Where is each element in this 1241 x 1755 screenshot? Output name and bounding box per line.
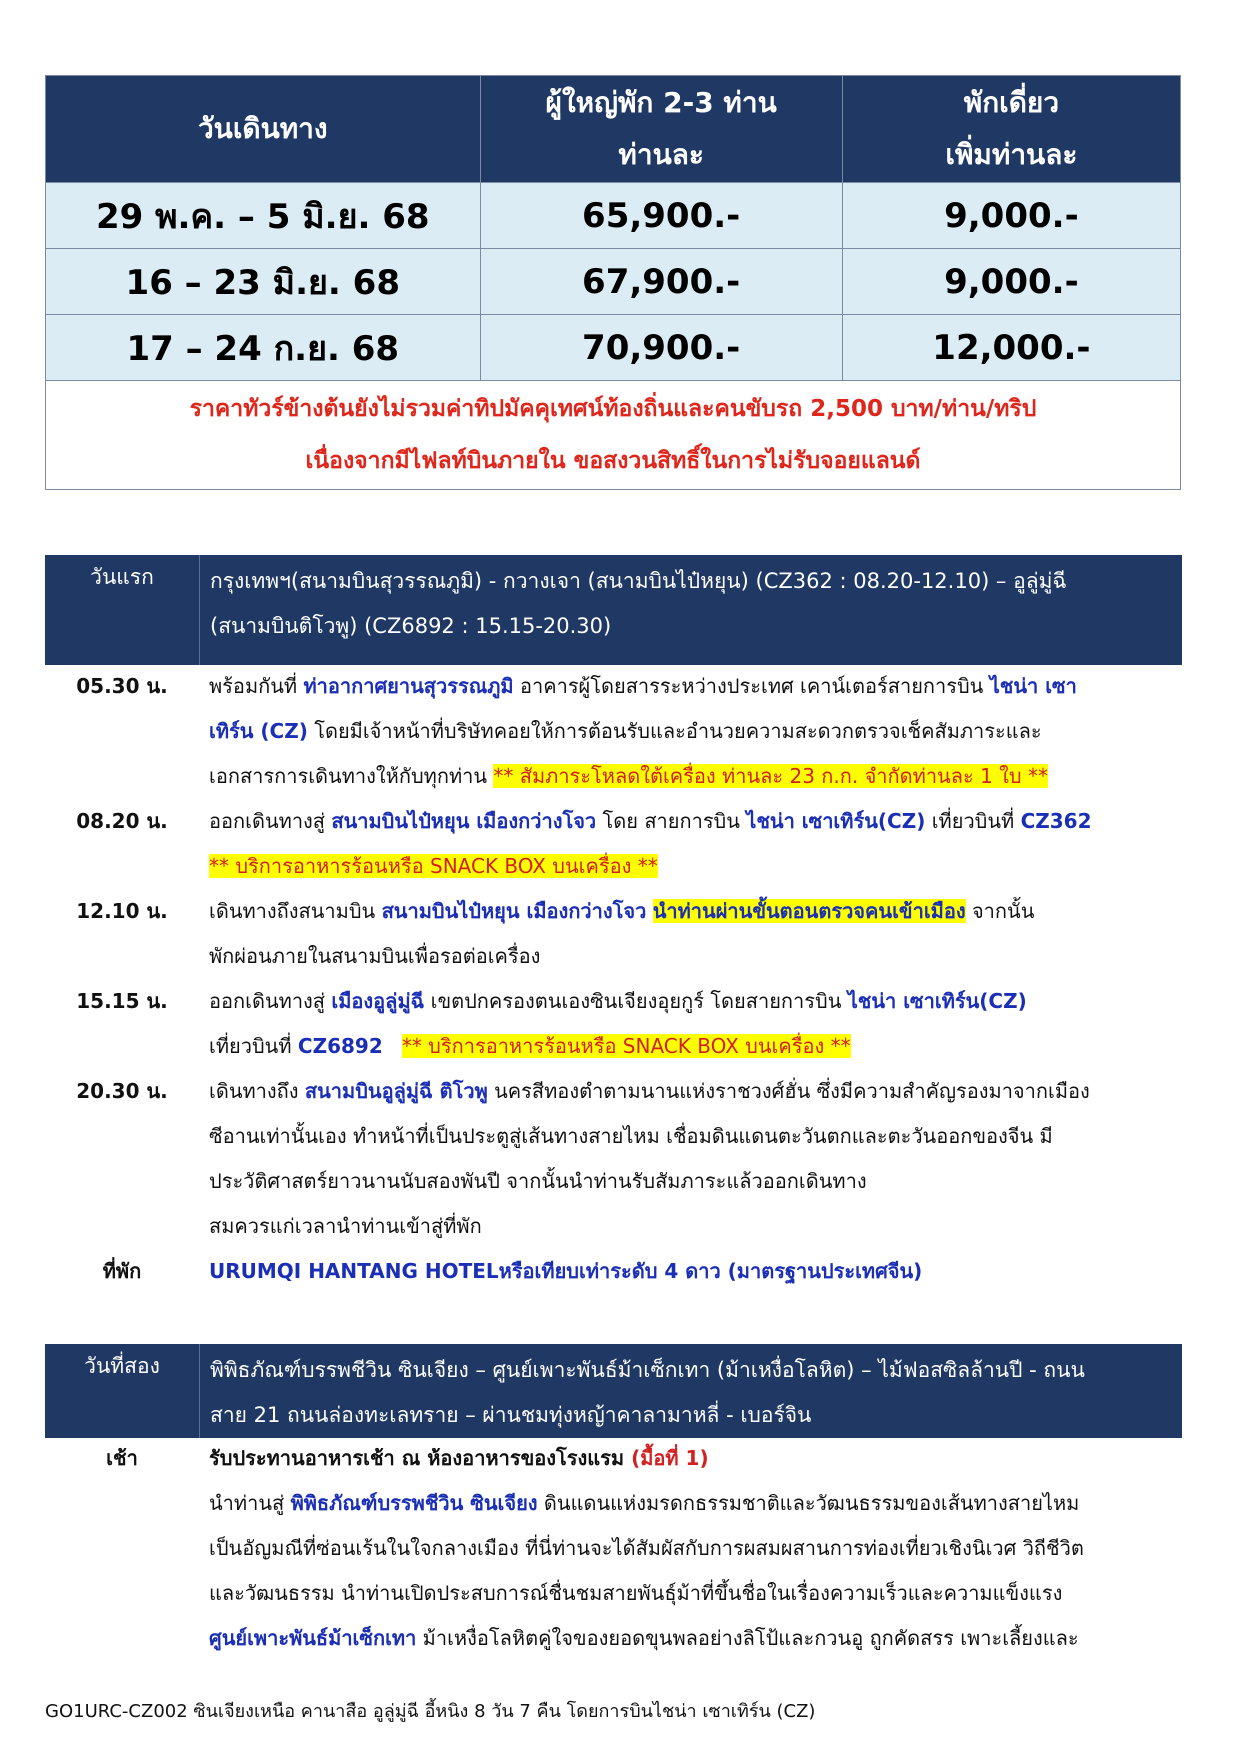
- hotel-row: [45, 1249, 1182, 1294]
- text: สมควรแก่เวลานำท่านเข้าสู่ที่พัก: [209, 1214, 482, 1238]
- page-footer: GO1URC-CZ002 ซินเจียงเหนือ คานาสือ อูลู่มู่ฉี อี้หนิง 8 วัน 7 คืน โดยการบินไชน่า เซาเทิร์น (CZ): [45, 1701, 816, 1722]
- flight-number: CZ362: [1020, 809, 1092, 833]
- item-time: 08.20 น.: [76, 809, 168, 833]
- itinerary-item: [45, 1069, 1182, 1249]
- item-time: 15.15 น.: [76, 989, 168, 1013]
- text: ม้าเหงื่อโลหิตคู่ใจของยอดขุนพลอย่างลิโป้และกวนอู ถูกคัดสรร เพาะเลี้ยงและ: [416, 1626, 1079, 1650]
- immigration-note: นำท่านผ่านขั้นตอนตรวจคนเข้าเมือง: [652, 899, 966, 923]
- item-time: 12.10 น.: [76, 899, 168, 923]
- meal-count: (มื้อที่ 1): [631, 1446, 709, 1470]
- text: เดินทางถึงสนามบิน: [209, 899, 382, 923]
- item-desc: [199, 664, 1182, 799]
- text: จากนั้น: [965, 899, 1035, 923]
- price-note-line2: เนื่องจากมีไฟลท์บินภายใน ขอสงวนสิทธิ์ในการไม่รับจอยแลนด์: [305, 448, 921, 474]
- breakfast-text: รับประทานอาหารเช้า ณ ห้องอาหารของโรงแรม: [209, 1446, 632, 1470]
- row-date: 17 – 24 ก.ย. 68: [46, 315, 481, 381]
- day2-itinerary: [45, 1436, 1182, 1661]
- place-name: เมืองอูลู่มู่ฉี: [331, 989, 425, 1013]
- day1-label: วันแรก: [45, 555, 200, 665]
- text: พร้อมกันที่: [209, 674, 304, 698]
- flight-number: CZ6892: [297, 1034, 383, 1058]
- text: และวัฒนธรรม นำท่านเปิดประสบการณ์ชื่นชมสายพันธุ์ม้าที่ขึ้นชื่อในเรื่องความเร็วและความแข็งแรง: [209, 1581, 1063, 1605]
- item-time: เช้า: [106, 1446, 138, 1470]
- table-row: [46, 315, 1181, 381]
- place-name: ท่าอากาศยานสุวรรณภูมิ: [303, 674, 514, 698]
- place-name: พิพิธภัณฑ์บรรพชีวิน ซินเจียง: [290, 1491, 538, 1515]
- text: ดินแดนแห่งมรดกธรรมชาติและวัฒนธรรมของเส้นทางสายไหม: [537, 1491, 1080, 1515]
- itinerary-item: [45, 799, 1182, 889]
- price-note-line1: ราคาทัวร์ข้างต้นยังไม่รวมค่าทิปมัคคุเทศน์ท้องถิ่นและคนขับรถ 2,500 บาท/ท่าน/ทริป: [189, 396, 1037, 422]
- text: เที่ยวบินที่: [925, 809, 1021, 833]
- airline-name: ไชน่า เซาเทิร์น(CZ): [746, 809, 926, 833]
- header-single-line1: พักเดี่ยว: [963, 86, 1060, 119]
- row-single-price: 12,000.-: [842, 315, 1180, 381]
- day1-header: [45, 555, 1182, 665]
- row-date: 16 – 23 มิ.ย. 68: [46, 249, 481, 315]
- itinerary-item: [45, 664, 1182, 799]
- row-adult-price: 67,900.-: [480, 249, 842, 315]
- header-adult-line2: ท่านละ: [618, 138, 704, 171]
- day1-title-line1: กรุงเทพฯ(สนามบินสุวรรณภูมิ) - กวางเจา (สนามบินไป๋หยุน) (CZ362 : 08.20-12.10) – อูลู่มู่ฉี: [210, 569, 1067, 593]
- day2-title: [200, 1344, 1182, 1438]
- price-note: [46, 381, 1181, 490]
- day1-title: [200, 555, 1182, 665]
- day2-title-line2: สาย 21 ถนนล่องทะเลทราย – ผ่านชมทุ่งหญ้าคาลามาหลี่ - เบอร์จิน: [210, 1403, 812, 1427]
- meal-note: ** บริการอาหารร้อนหรือ SNACK BOX บนเครื่อง **: [401, 1034, 851, 1058]
- airline-name: เทิร์น (CZ): [209, 719, 308, 743]
- text: พักผ่อนภายในสนามบินเพื่อรอต่อเครื่อง: [209, 944, 541, 968]
- header-single: [842, 76, 1180, 183]
- text: ซีอานเท่านั้นเอง ทำหน้าที่เป็นประตูสู่เส้นทางสายไหม เชื่อมดินแดนตะวันตกและตะวันออกของจีน มี: [209, 1124, 1053, 1148]
- item-desc: [199, 799, 1182, 889]
- text: เอกสารการเดินทางให้กับทุกท่าน: [209, 764, 494, 788]
- place-name: สนามบินไป๋หยุน เมืองกว่างโจว: [381, 899, 647, 923]
- text: เขตปกครองตนเองซินเจียงอุยกูร์ โดยสายการบิน: [424, 989, 848, 1013]
- row-single-price: 9,000.-: [842, 249, 1180, 315]
- place-name: สนามบินไป๋หยุน เมืองกว่างโจว: [331, 809, 597, 833]
- table-row: [46, 249, 1181, 315]
- place-name: ศูนย์เพาะพันธ์ม้าเซ็กเทา: [209, 1626, 417, 1650]
- place-name: สนามบินอูลู่มู่ฉี ติโวพู: [304, 1079, 488, 1103]
- item-desc: [199, 889, 1182, 979]
- text: ออกเดินทางสู่: [209, 809, 332, 833]
- row-single-price: 9,000.-: [842, 183, 1180, 249]
- text: เป็นอัญมณีที่ซ่อนเร้นในใจกลางเมือง ที่นี่ท่านจะได้สัมผัสกับการผสมผสานการท่องเที่ยวเชิงนิเวศ วิถีชีวิต: [209, 1536, 1084, 1560]
- price-note-row: [46, 381, 1181, 490]
- text: นครสีทองตำตามนานแห่งราชวงศ์ฮั่น ซึ่งมีความสำคัญรองมาจากเมือง: [487, 1079, 1090, 1103]
- text: เที่ยวบินที่: [209, 1034, 298, 1058]
- row-adult-price: 70,900.-: [480, 315, 842, 381]
- item-time: 20.30 น.: [76, 1079, 168, 1103]
- header-single-line2: เพิ่มท่านละ: [945, 138, 1078, 171]
- day2-label: วันที่สอง: [45, 1344, 200, 1438]
- price-table: [45, 75, 1181, 490]
- price-table-header: [46, 76, 1181, 183]
- hotel-name: URUMQI HANTANG HOTELหรือเทียบเท่าระดับ 4 ดาว (มาตรฐานประเทศจีน): [209, 1259, 923, 1283]
- text: เดินทางถึง: [209, 1079, 305, 1103]
- item-time: 05.30 น.: [76, 674, 168, 698]
- header-adult: [480, 76, 842, 183]
- baggage-note: ** สัมภาระโหลดใต้เครื่อง ท่านละ 23 ก.ก. จำกัดท่านละ 1 ใบ **: [493, 764, 1048, 788]
- header-adult-line1: ผู้ใหญ่พัก 2-3 ท่าน: [545, 86, 777, 119]
- item-desc: [199, 1436, 1182, 1661]
- day1-title-line2: (สนามบินติโวพู) (CZ6892 : 15.15-20.30): [210, 614, 612, 638]
- text: ประวัติศาสตร์ยาวนานนับสองพันปี จากนั้นนำท่านรับสัมภาระแล้วออกเดินทาง: [209, 1169, 867, 1193]
- table-row: [46, 183, 1181, 249]
- meal-note: ** บริการอาหารร้อนหรือ SNACK BOX บนเครื่อง **: [209, 854, 658, 878]
- day1-itinerary: [45, 664, 1182, 1294]
- item-desc: [199, 1069, 1182, 1249]
- day2-title-line1: พิพิธภัณฑ์บรรพชีวิน ซินเจียง – ศูนย์เพาะพันธ์ม้าเซ็กเทา (ม้าเหงื่อโลหิต) – ไม้ฟอสซิลล้านปี - ถนน: [210, 1358, 1085, 1382]
- itinerary-item: [45, 1436, 1182, 1661]
- airline-name: ไชน่า เซา: [989, 674, 1077, 698]
- item-desc: [199, 979, 1182, 1069]
- hotel-label: ที่พัก: [102, 1259, 142, 1283]
- itinerary-item: [45, 979, 1182, 1069]
- itinerary-item: [45, 889, 1182, 979]
- text: อาคารผู้โดยสารระหว่างประเทศ เคาน์เตอร์สายการบิน: [513, 674, 990, 698]
- header-date: วันเดินทาง: [46, 76, 481, 183]
- day2-header: [45, 1344, 1182, 1438]
- text: โดย สายการบิน: [596, 809, 747, 833]
- row-date: 29 พ.ค. – 5 มิ.ย. 68: [46, 183, 481, 249]
- airline-name: ไชน่า เซาเทิร์น(CZ): [847, 989, 1027, 1013]
- text: โดยมีเจ้าหน้าที่บริษัทคอยให้การต้อนรับและอำนวยความสะดวกตรวจเช็คสัมภาระและ: [307, 719, 1042, 743]
- text: นำท่านสู่: [209, 1491, 291, 1515]
- row-adult-price: 65,900.-: [480, 183, 842, 249]
- text: ออกเดินทางสู่: [209, 989, 332, 1013]
